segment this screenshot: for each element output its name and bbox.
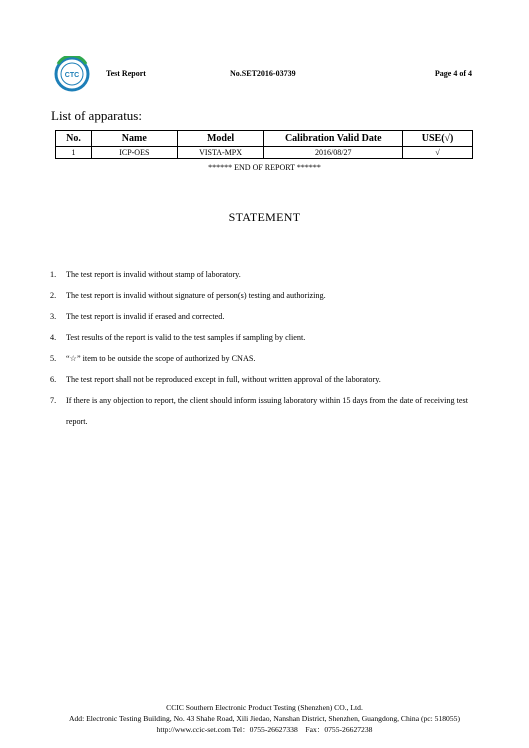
report-number: No.SET2016-03739: [230, 69, 296, 78]
table-header-row: [56, 131, 473, 147]
table-row: [56, 147, 473, 159]
page-footer: [0, 702, 529, 735]
item-number: 2.: [50, 291, 57, 300]
item-number: 4.: [50, 333, 57, 342]
item-number: 1.: [50, 270, 57, 279]
item-number: 7.: [50, 396, 57, 405]
list-item: [50, 264, 470, 285]
item-text: The test report is invalid without stamp of laboratory.: [66, 270, 241, 279]
apparatus-heading: List of apparatus:: [51, 108, 142, 123]
cell-calibration-date: 2016/08/27: [264, 147, 403, 159]
item-text: “☆” item to be outside the scope of authorized by CNAS.: [66, 354, 256, 363]
column-header-name: Name: [91, 131, 177, 147]
item-text: If there is any objection to report, the client should inform issuing laboratory within 15 days from the date of receiving test report.: [66, 396, 468, 426]
statement-list: [50, 264, 470, 432]
column-header-calibration-date: Calibration Valid Date: [264, 131, 403, 147]
item-number: 5.: [50, 354, 57, 363]
list-item: [50, 306, 470, 327]
statement-title: STATEMENT: [228, 210, 301, 224]
logo-text: CTC: [64, 72, 80, 79]
list-item: [50, 327, 470, 348]
footer-contact: http://www.ccic-set.com Tel：0755-26627338 Fax：0755-26627238: [156, 725, 373, 734]
column-header-use: USE(√): [403, 131, 473, 147]
cell-no: 1: [56, 147, 92, 159]
cell-use: √: [403, 147, 473, 159]
end-of-report: ****** END OF REPORT ******: [208, 163, 321, 172]
column-header-no: No.: [56, 131, 92, 147]
item-text: The test report shall not be reproduced except in full, without written approval of the laboratory.: [66, 375, 381, 384]
list-item: [50, 285, 470, 306]
item-number: 3.: [50, 312, 57, 321]
list-item: [50, 348, 470, 369]
item-text: The test report is invalid without signature of person(s) testing and authorizing.: [66, 291, 326, 300]
list-item: [50, 390, 470, 432]
report-title: Test Report: [106, 69, 146, 78]
item-number: 6.: [50, 375, 57, 384]
list-item: [50, 369, 470, 390]
page-header: [52, 56, 476, 92]
item-text: Test results of the report is valid to the test samples if sampling by client.: [66, 333, 306, 342]
cell-name: ICP-OES: [91, 147, 177, 159]
ccic-logo: [52, 56, 92, 92]
item-text: The test report is invalid if erased and corrected.: [66, 312, 225, 321]
page-number: Page 4 of 4: [434, 69, 472, 78]
cell-model: VISTA-MPX: [177, 147, 264, 159]
apparatus-table: [55, 130, 473, 159]
footer-address: Add: Electronic Testing Building, No. 43 Shahe Road, Xili Jiedao, Nanshan District, Shenzhen, Guangdong, China (pc: 518055): [69, 714, 460, 723]
footer-company: CCIC Southern Electronic Product Testing (Shenzhen) CO., Ltd.: [166, 703, 363, 712]
column-header-model: Model: [177, 131, 264, 147]
